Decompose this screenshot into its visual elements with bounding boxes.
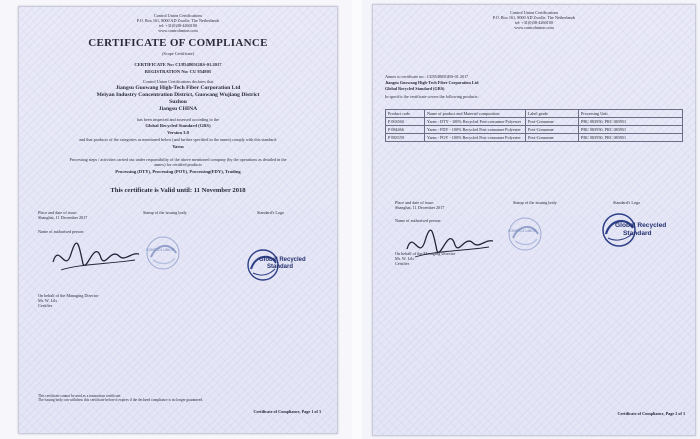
standard-version: Version 3.0: [167, 130, 189, 135]
cell-processing-unit: PRC 083950, PRC 083951: [579, 134, 683, 142]
standard-name: Global Recycled Standard (GRS): [145, 123, 211, 128]
steps-text-line-2: annex) for certified products: [154, 162, 202, 167]
cell-product-code: P 083559: [386, 134, 425, 142]
company-address: Meiyan Industry Concentration District, Guowang Wujiang District: [96, 92, 260, 98]
table-row: [386, 126, 683, 134]
org-website: www.controlunion.com: [514, 25, 554, 30]
cell-product-name: Yarns - POY - 100% Recycled Post-consumer Polyester: [425, 134, 526, 142]
certificate-number: CERTIFICATE No: CU854805GRS-01.2017: [134, 62, 222, 67]
org-phone: tel: +31(0)38-4260100: [514, 20, 554, 25]
annex-line: Annex to certificate no.: CU854805GRS-01.2017: [385, 74, 469, 79]
org-address: P.O. Box 161, 8000 AD Zwolle, The Netherlands: [492, 15, 576, 20]
place-date-value: Shanghai, 11 December 2017: [38, 215, 88, 220]
declares-text: Control Union Certifications declares that: [142, 79, 214, 84]
grs-logo: [599, 210, 669, 250]
control-union-stamp: [505, 214, 545, 254]
page-footer: Certificate of Compliance, Page 1 of 3: [253, 409, 321, 414]
certificate-page-1: [18, 6, 338, 434]
cell-product-code: P 084466: [386, 126, 425, 134]
footnote-2: The issuing body can withdraw this certificate before it expires if the declared compliance is no longer guaranteed.: [38, 398, 204, 402]
signer-name: Mr. W. Lils: [38, 298, 58, 303]
company-name: Jiangsu Guowang High-Tech Fiber Corporation Ltd: [115, 85, 241, 91]
grs-logo-line-2: Standard: [267, 264, 294, 270]
table-row: [386, 134, 683, 142]
cell-label-grade: Post-Consumer: [526, 126, 579, 134]
place-date-value: Shanghai, 11 December 2017: [395, 205, 445, 210]
company-city: Suzhou: [169, 99, 187, 105]
grs-logo-line-1: Global Recycled: [615, 222, 667, 229]
stamp-label: Stamp of the issuing body: [513, 200, 557, 205]
logo-label: Standard's Logo: [257, 210, 285, 215]
on-behalf-text: On behalf of the Managing Director: [38, 293, 99, 298]
product-category: Yarns: [172, 144, 184, 149]
signer-role: Certifier: [395, 261, 410, 266]
cell-processing-unit: PRC 083950, PRC 083951: [579, 126, 683, 134]
header-processing-unit: Processing Unit: [579, 110, 683, 118]
org-website: www.controlunion.com: [158, 28, 198, 33]
signature: [49, 234, 141, 280]
company-province: Jiangsu CHINA: [158, 106, 198, 112]
header-label-grade: Label grade: [526, 110, 579, 118]
stamp-text: CONTROL UNION: [146, 248, 175, 252]
header-product-code: Product code: [386, 110, 425, 118]
table-row: [386, 118, 683, 126]
control-union-stamp: [143, 233, 183, 273]
org-address: P.O. Box 161, 8000 AD Zwolle, The Netherlands: [136, 18, 220, 23]
cell-label-grade: Post-Consumer: [526, 118, 579, 126]
authorised-label: Name of authorised person:: [38, 229, 85, 234]
place-date-label: Place and date of issue:: [38, 210, 78, 215]
grs-logo-line-1: Global Recycled: [259, 257, 306, 263]
steps-text-line-1: Processing steps / activities carried out under responsibility of the above mentioned company (by the operations as detailed in the: [69, 157, 287, 162]
inspected-text: has been inspected and assessed according to the: [137, 117, 219, 122]
stamp-text: CONTROL UNION: [508, 229, 537, 233]
authorised-label: Name of authorised person:: [395, 218, 442, 223]
on-behalf-text: On behalf of the Managing Director: [395, 251, 456, 256]
cell-label-grade: Post-Consumer: [526, 134, 579, 142]
processing-steps: Processing (DTY), Processing (POY), Processing(FDY), Trading: [115, 169, 241, 174]
registration-number: REGISTRATION No: CU 854805: [144, 69, 212, 74]
logo-label: Standard's Logo: [613, 200, 641, 205]
place-date-label: Place and date of issue:: [395, 200, 435, 205]
footnote-1: This certificate cannot be used as a transaction certificate.: [38, 394, 122, 398]
cell-processing-unit: PRC 083950, PRC 083951: [579, 118, 683, 126]
annex-company: Jiangsu Guowang High-Tech Fiber Corporation Ltd: [385, 80, 479, 85]
grs-logo: [245, 247, 309, 283]
certificate-page-2-panel: [362, 0, 700, 439]
org-name: Control Union Certifications: [509, 10, 559, 15]
org-name: Control Union Certifications: [153, 13, 203, 18]
certificate-title: CERTIFICATE OF COMPLIANCE: [88, 37, 268, 49]
annex-intro: In specific the certificate covers the following products:: [385, 94, 479, 99]
grs-logo-line-2: Standard: [623, 230, 652, 237]
valid-until: This certificate is Valid until: 11 November 2018: [110, 187, 246, 194]
certificate-subtitle: (Scope Certificate): [162, 51, 194, 56]
org-phone: tel: +31(0)38-4260100: [158, 23, 198, 28]
certificate-page-2: [372, 4, 696, 436]
signature: [403, 221, 495, 265]
products-table: [385, 109, 683, 142]
signer-role: Certifier: [38, 303, 53, 308]
cell-product-name: Yarns - DTY - 100% Recycled Post-consumer Polyester: [425, 118, 526, 126]
stamp-label: Stamp of the issuing body: [143, 210, 187, 215]
header-product-name: Name of product and Material composition: [425, 110, 526, 118]
annex-standard: Global Recycled Standard (GRS): [385, 86, 445, 91]
products-text: and that products of the categories as mentioned below (and further specified in the annex) comply with this standard:: [79, 137, 277, 142]
cell-product-name: Yarns - FDY - 100% Recycled Post-consumer Polyester: [425, 126, 526, 134]
signer-name: Mr. W. Lils: [395, 256, 415, 261]
cell-product-code: P 063560: [386, 118, 425, 126]
page-footer: Certificate of Compliance, Page 2 of 3: [617, 411, 685, 416]
table-header-row: [386, 110, 683, 118]
